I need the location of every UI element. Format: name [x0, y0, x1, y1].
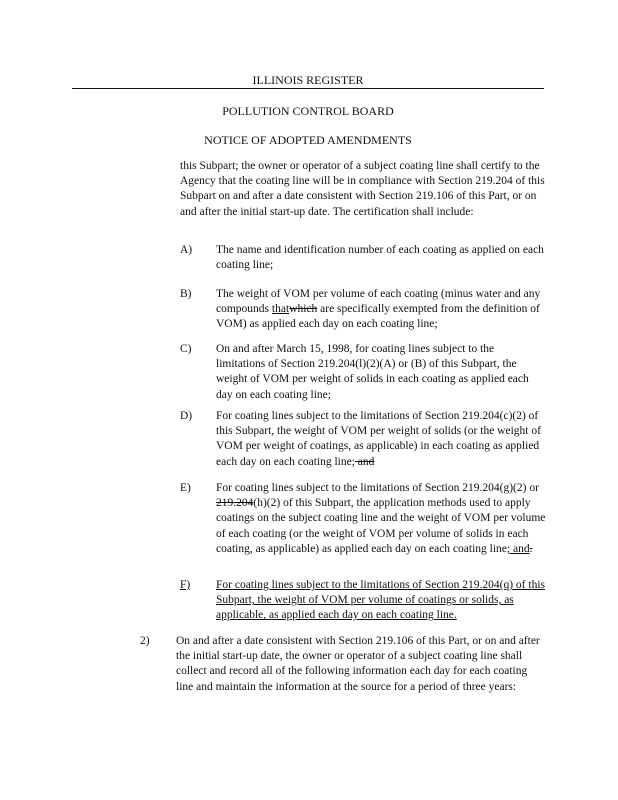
item-d-label: D): [180, 410, 193, 422]
register-title: ILLINOIS REGISTER: [252, 73, 364, 87]
item-a-label: A): [180, 244, 193, 256]
item-c-text: On and after March 15, 1998, for coating lines subject to the limitations of Section 219.204(l)(2)(A) or (B) of this Subpart, the weight of VOM per weight of solids in each coating as applied each day on each coating line;: [216, 343, 529, 401]
item-b-deleted: which: [289, 303, 318, 316]
item-d-deleted: and: [354, 455, 375, 468]
item-d-text: [216, 409, 546, 470]
item-e-deleted: 219.204: [216, 497, 254, 510]
notice-title: NOTICE OF ADOPTED AMENDMENTS: [204, 133, 412, 147]
intro-paragraph: this Subpart; the owner or operator of a subject coating line shall certify to the Agency that the coating line will be in compliance with Section 219.204 of this Subpart on and after a date consistent with Section 219.106 of this Part, or on and after the initial start-up date. The certification shall include:: [180, 160, 545, 218]
item-f-label: F): [180, 579, 191, 591]
item-b-label: B): [180, 288, 192, 300]
item-d-pre: For coating lines subject to the limitations of Section 219.204(c)(2) of this Subpart, the weight of VOM per weight of solids (or the weight of VOM per weight of coatings, as applicable) in each coating as applied each day on each coating line;: [216, 410, 541, 468]
item-e-inserted: ; and: [506, 542, 530, 555]
item-e-deleted-end: .: [529, 542, 533, 555]
item-e-mid: (h)(2) of this Subpart, the application methods used to apply coatings on the subject coating line and the weight of VOM per volume of each coating (or the weight of VOM per volume of solids in each coating, as applicable) as applied each day on each coating line: [216, 497, 546, 555]
item-b-text: [216, 287, 546, 333]
section-2-label: 2): [140, 635, 150, 647]
item-e-text: [216, 481, 546, 557]
item-e-label: E): [180, 482, 191, 494]
header-rule: [72, 88, 544, 89]
item-c-label: C): [180, 343, 192, 355]
item-b-pre: The weight of VOM per volume of each coating (minus water and any compounds: [216, 288, 541, 316]
item-a-text: The name and identification number of each coating as applied on each coating line;: [216, 244, 544, 272]
board-title: POLLUTION CONTROL BOARD: [222, 104, 394, 118]
item-b-inserted: that: [271, 303, 290, 316]
item-b-post: are specifically exempted from the definition of VOM) as applied each day on each coating line;: [216, 303, 540, 331]
item-f-text: For coating lines subject to the limitations of Section 219.204(q) of this Subpart, the weight of VOM per volume of coatings or solids, as applicable, as applied each day on each coating line.: [216, 579, 545, 622]
item-e-pre: For coating lines subject to the limitations of Section 219.204(g)(2) or: [216, 482, 539, 494]
section-2-text: On and after a date consistent with Section 219.106 of this Part, or on and after the initial start-up date, the owner or operator of a subject coating line shall collect and record all of the following information each day for each coating line and maintain the information at the source for a period of three years:: [176, 635, 540, 693]
